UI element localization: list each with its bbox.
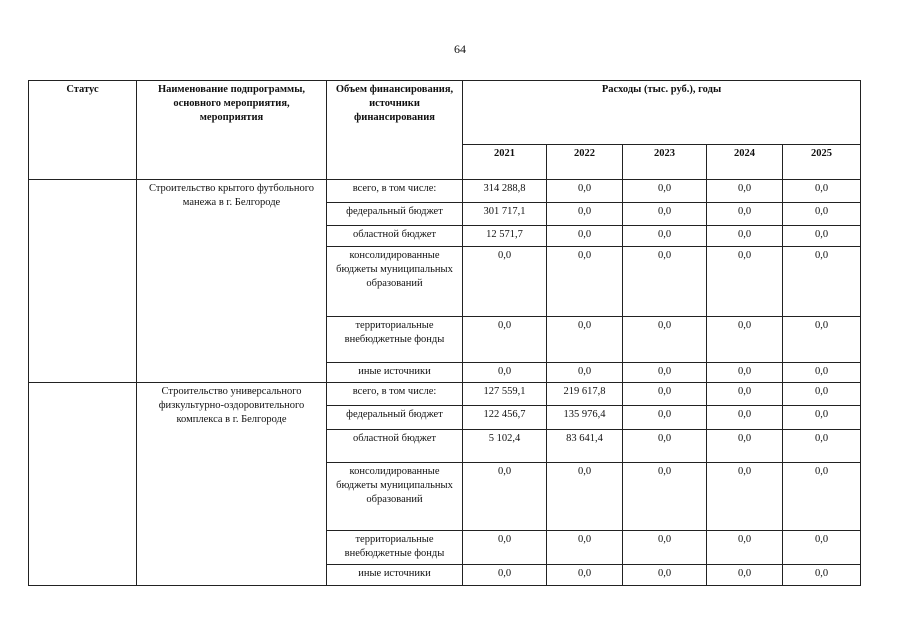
expense-value: 12 571,7 <box>463 226 547 247</box>
expense-value: 0,0 <box>547 247 623 317</box>
expense-value: 0,0 <box>623 203 707 226</box>
budget-table <box>28 80 861 586</box>
table-body <box>29 180 861 586</box>
expense-value: 0,0 <box>547 531 623 565</box>
funding-source: областной бюджет <box>327 430 463 463</box>
table-row <box>29 180 861 203</box>
expense-value: 0,0 <box>547 317 623 363</box>
funding-source: консолидированные бюджеты муниципальных образований <box>327 247 463 317</box>
funding-source: федеральный бюджет <box>327 406 463 430</box>
expense-value: 0,0 <box>783 226 861 247</box>
expense-value: 127 559,1 <box>463 383 547 406</box>
name-header: Наименование подпрограммы, основного мероприятия, мероприятия <box>137 81 327 180</box>
funding-source: всего, в том числе: <box>327 180 463 203</box>
funding-source: территориальные внебюджетные фонды <box>327 531 463 565</box>
expense-value: 0,0 <box>547 565 623 586</box>
expense-value: 0,0 <box>623 383 707 406</box>
expense-value: 0,0 <box>707 463 783 531</box>
expense-value: 0,0 <box>623 406 707 430</box>
expense-value: 0,0 <box>707 406 783 430</box>
expense-value: 122 456,7 <box>463 406 547 430</box>
expense-value: 0,0 <box>623 531 707 565</box>
year-header: 2022 <box>547 145 623 180</box>
year-header: 2021 <box>463 145 547 180</box>
expense-value: 0,0 <box>547 363 623 383</box>
expense-value: 0,0 <box>707 180 783 203</box>
expense-value: 0,0 <box>463 247 547 317</box>
expense-value: 0,0 <box>783 531 861 565</box>
expense-value: 301 717,1 <box>463 203 547 226</box>
expense-value: 0,0 <box>783 383 861 406</box>
expense-value: 83 641,4 <box>547 430 623 463</box>
expense-value: 0,0 <box>783 565 861 586</box>
status-cell <box>29 180 137 383</box>
status-cell <box>29 383 137 586</box>
expense-value: 0,0 <box>707 363 783 383</box>
expense-value: 0,0 <box>547 180 623 203</box>
expense-value: 0,0 <box>783 463 861 531</box>
expense-value: 0,0 <box>783 430 861 463</box>
funding-source: территориальные внебюджетные фонды <box>327 317 463 363</box>
funding-source: консолидированные бюджеты муниципальных образований <box>327 463 463 531</box>
expense-value: 0,0 <box>783 180 861 203</box>
expense-value: 314 288,8 <box>463 180 547 203</box>
expense-value: 0,0 <box>623 180 707 203</box>
expense-value: 0,0 <box>623 226 707 247</box>
measure-name: Строительство универсального физкультурно-оздоровительного комплекса в г. Белгороде <box>137 383 327 586</box>
expense-value: 0,0 <box>783 406 861 430</box>
year-header: 2024 <box>707 145 783 180</box>
expense-value: 0,0 <box>783 247 861 317</box>
status-header: Статус <box>29 81 137 180</box>
expense-value: 0,0 <box>707 565 783 586</box>
expense-value: 0,0 <box>707 383 783 406</box>
expense-value: 5 102,4 <box>463 430 547 463</box>
measure-name: Строительство крытого футбольного манежа в г. Белгороде <box>137 180 327 383</box>
expense-value: 0,0 <box>707 317 783 363</box>
expense-value: 0,0 <box>463 363 547 383</box>
expense-value: 0,0 <box>623 247 707 317</box>
expense-value: 0,0 <box>623 317 707 363</box>
expense-value: 0,0 <box>463 531 547 565</box>
expense-value: 0,0 <box>783 203 861 226</box>
expense-value: 0,0 <box>783 317 861 363</box>
expense-value: 0,0 <box>623 430 707 463</box>
expense-value: 219 617,8 <box>547 383 623 406</box>
expense-value: 0,0 <box>707 203 783 226</box>
expense-value: 0,0 <box>707 247 783 317</box>
expense-value: 0,0 <box>707 430 783 463</box>
expense-value: 0,0 <box>547 203 623 226</box>
expense-value: 0,0 <box>463 565 547 586</box>
year-header: 2025 <box>783 145 861 180</box>
expense-value: 0,0 <box>707 226 783 247</box>
expense-value: 0,0 <box>463 463 547 531</box>
expense-value: 0,0 <box>623 565 707 586</box>
expense-value: 135 976,4 <box>547 406 623 430</box>
expense-value: 0,0 <box>547 226 623 247</box>
funding-source: областной бюджет <box>327 226 463 247</box>
expense-value: 0,0 <box>623 463 707 531</box>
funding-source: всего, в том числе: <box>327 383 463 406</box>
expenses-header: Расходы (тыс. руб.), годы <box>463 81 861 145</box>
funding-source: федеральный бюджет <box>327 203 463 226</box>
funding-source: иные источники <box>327 363 463 383</box>
expense-value: 0,0 <box>707 531 783 565</box>
year-header: 2023 <box>623 145 707 180</box>
expense-value: 0,0 <box>783 363 861 383</box>
expense-value: 0,0 <box>547 463 623 531</box>
expense-value: 0,0 <box>463 317 547 363</box>
volume-header: Объем финансирования, источники финансирования <box>327 81 463 180</box>
funding-source: иные источники <box>327 565 463 586</box>
table-row <box>29 383 861 406</box>
expense-value: 0,0 <box>623 363 707 383</box>
page-number: 64 <box>454 42 466 56</box>
